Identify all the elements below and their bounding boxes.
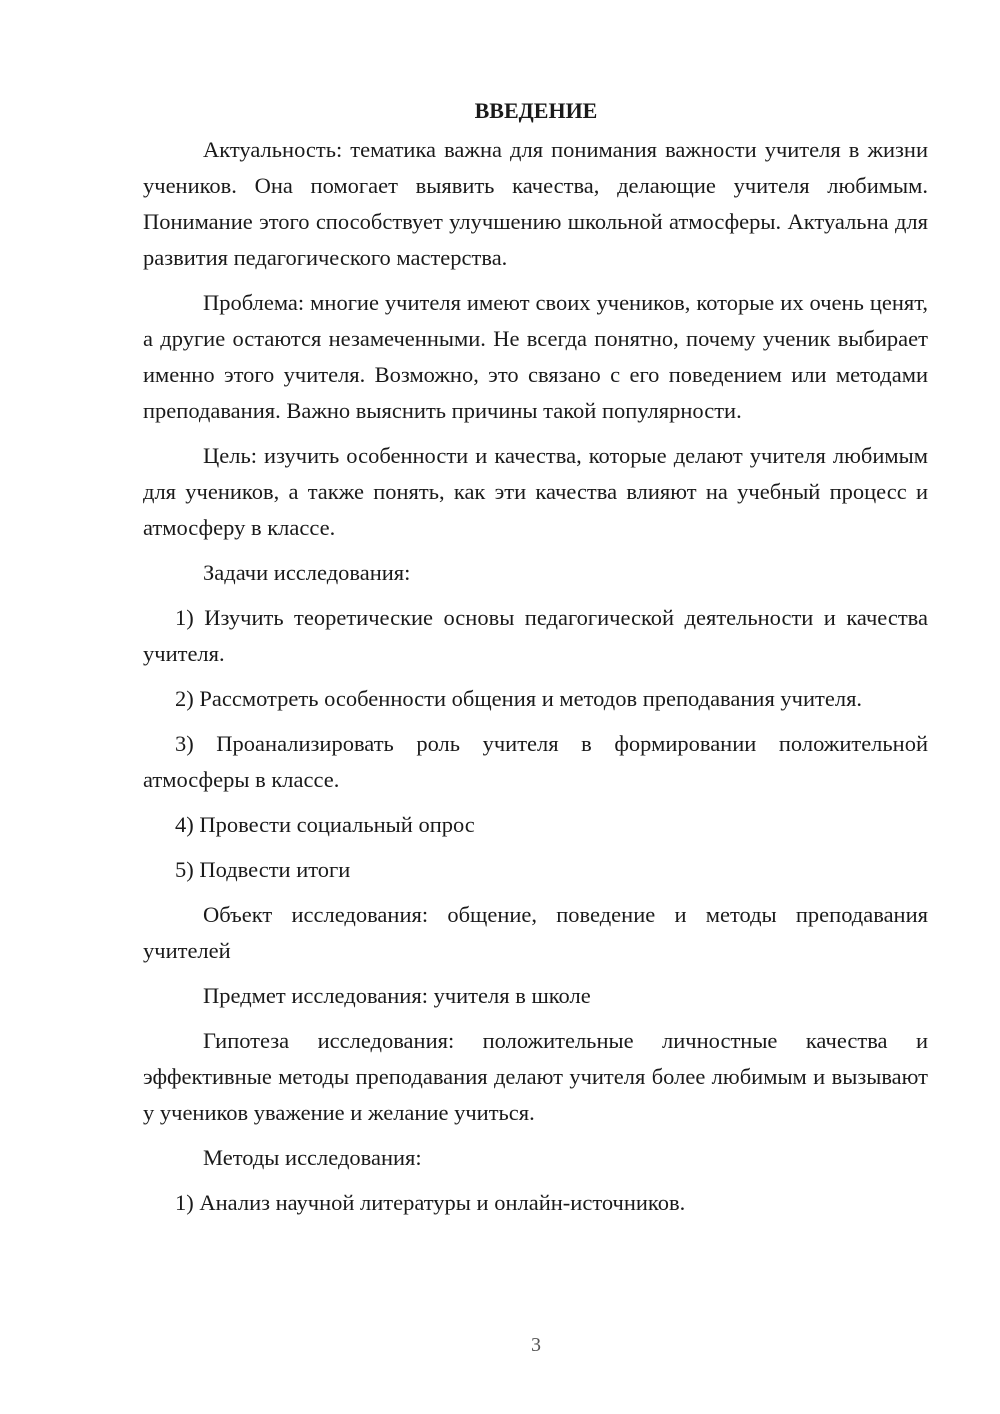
problem-paragraph: Проблема: многие учителя имеют своих учеников, которые их очень ценят, а другие остаются незамеченными. Не всегда понятно, почему ученик выбирает именно этого учителя. Возможно, это связано с его поведением или методами преподавания. Важно выяснить причины такой популярности. xyxy=(143,290,928,423)
section-title: ВВЕДЕНИЕ xyxy=(474,98,598,123)
methods-heading: Методы исследования: xyxy=(203,1145,422,1170)
tasks-heading: Задачи исследования: xyxy=(203,560,411,585)
relevance-paragraph: Актуальность: тематика важна для понимания важности учителя в жизни учеников. Она помогает выявить качества, делающие учителя любимым. Понимание этого способствует улучшению школьной атмосферы. Актуальна для развития педагогического мастерства. xyxy=(143,137,928,270)
object-paragraph: Объект исследования: общение, поведение и методы преподавания учителей xyxy=(143,902,928,963)
page-number: 3 xyxy=(531,1334,541,1356)
subject-paragraph: Предмет исследования: учителя в школе xyxy=(203,983,591,1008)
goal-paragraph: Цель: изучить особенности и качества, которые делают учителя любимым для учеников, а также понять, как эти качества влияют на учебный процесс и атмосферу в классе. xyxy=(143,443,928,540)
hypothesis-paragraph: Гипотеза исследования: положительные личностные качества и эффективные методы преподавания делают учителя более любимым и вызывают у учеников уважение и желание учиться. xyxy=(143,1028,928,1125)
method-item-1: 1) Анализ научной литературы и онлайн-источников. xyxy=(175,1190,686,1215)
task-item-4: 4) Провести социальный опрос xyxy=(175,812,475,837)
task-item-2: 2) Рассмотреть особенности общения и методов преподавания учителя. xyxy=(175,686,863,711)
document-page xyxy=(143,92,928,1230)
task-item-1: 1) Изучить теоретические основы педагогической деятельности и качества учителя. xyxy=(143,605,928,666)
task-item-5: 5) Подвести итоги xyxy=(175,857,351,882)
task-item-3: 3) Проанализировать роль учителя в формировании положительной атмосферы в классе. xyxy=(143,731,928,792)
